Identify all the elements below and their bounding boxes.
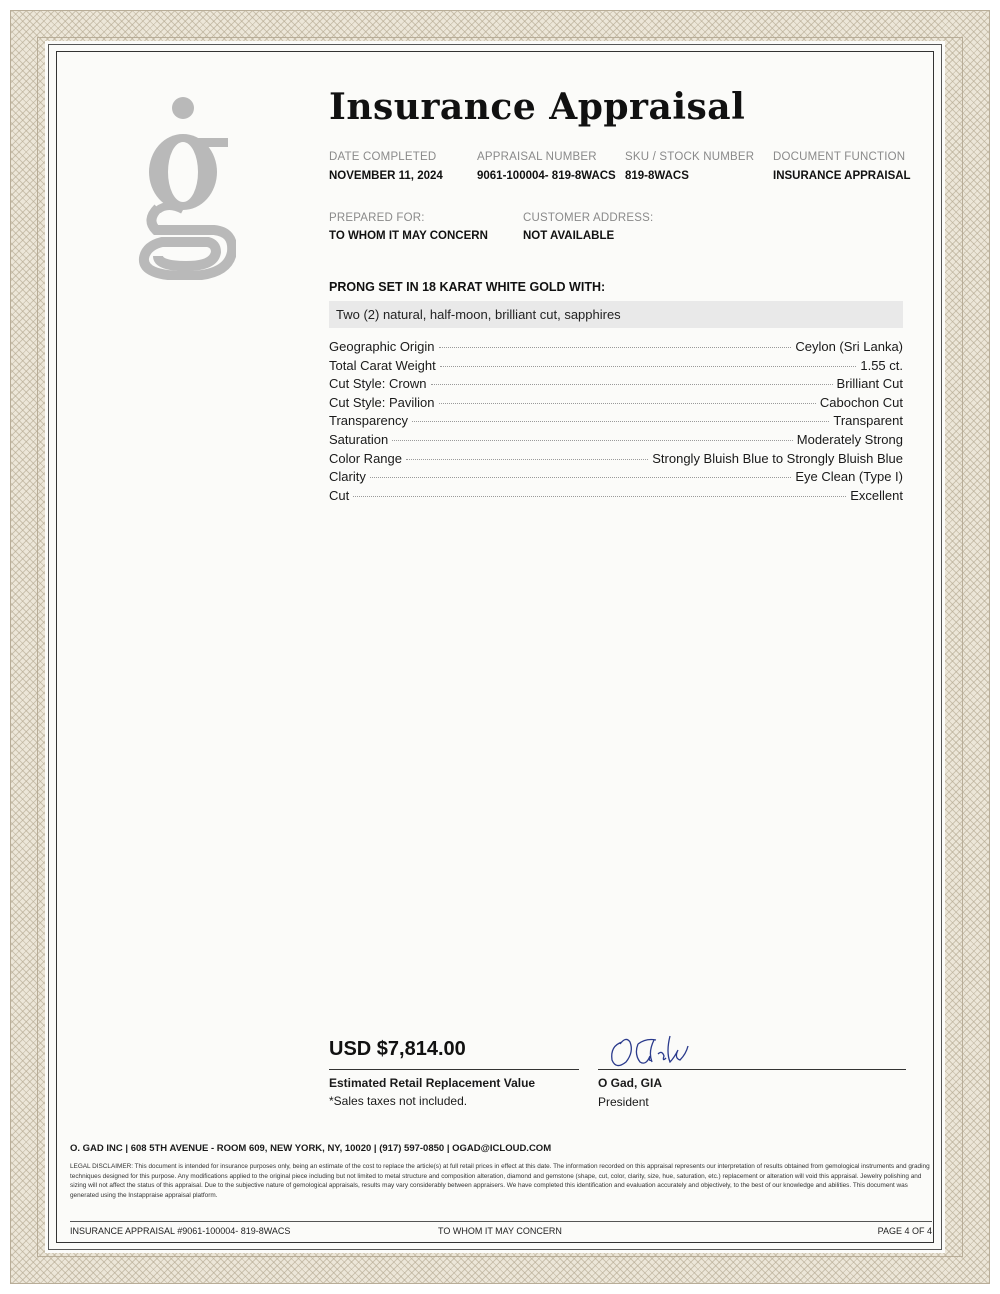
signature-line [598,1069,906,1070]
spec-value: Excellent [850,487,903,503]
spec-label: Clarity [329,469,366,485]
footer-recipient: TO WHOM IT MAY CONCERN [438,1226,562,1236]
date-completed-label: DATE COMPLETED [329,151,437,163]
spec-row-saturation [329,432,903,451]
dot-leader [370,477,792,478]
spec-row-color-range [329,451,903,470]
date-completed-value: NOVEMBER 11, 2024 [329,170,443,182]
sku-value: 819-8WACS [625,170,689,182]
spec-value: Transparent [833,413,903,429]
g-logo-icon [136,80,236,280]
spec-label: Geographic Origin [329,339,435,354]
legal-disclaimer: LEGAL DISCLAIMER: This document is intended for insurance purposes only, being an estimate of the cost to replace the article(s) at full retail prices in effect at this date. The information recorded on this appraisal represents our interpretation of results obtained from gemological instruments and grading techniques designed for this purpose. Any modifications applied to the original piece including but not limited to metal structure and composition alteration, diamond and gemstone (shape, cut, color, clarity, size, hue, saturation, etc.) replacement or alteration will void this appraisal. Jewelry polishing and sizing will not affect the status of this appraisal. Due to the subjective nature of gemological appraisals, results may vary considerably between appraisers. We have completed this identification and evaluation accurately and objectively, to the best of our knowledge and abilities. This document was generated using the Instappraise appraisal platform. [70,1163,930,1199]
spec-value: Cabochon Cut [819,394,903,410]
specs-list [329,339,903,506]
appraisal-number-value: 9061-100004- 819-8WACS [477,170,616,182]
sales-tax-note: *Sales taxes not included. [329,1094,468,1108]
footer-page-number: PAGE 4 OF 4 [877,1226,932,1236]
company-contact-line: O. GAD INC | 608 5TH AVENUE - ROOM 609, NEW YORK, NY, 10020 | (917) 597-0850 | OGAD@ICLOUD.COM [70,1143,552,1154]
dot-leader [412,421,829,422]
spec-value: Moderately Strong [796,431,903,447]
spec-label: Saturation [329,431,389,447]
item-description: Two (2) natural, half-moon, brilliant cut, sapphires [329,301,903,328]
dot-leader [392,440,793,441]
spec-row-cut-style-crown [329,376,903,395]
spec-row-clarity [329,469,903,488]
replacement-value-label: Estimated Retail Replacement Value [329,1076,536,1090]
spec-value: 1.55 ct. [860,357,903,373]
document-function-label: DOCUMENT FUNCTION [773,151,906,163]
footer-divider [70,1221,932,1222]
spec-row-cut [329,488,903,507]
spec-value: Ceylon (Sri Lanka) [795,339,903,354]
signer-name: O Gad, GIA [598,1076,663,1090]
spec-row-total-carat-weight [329,358,903,377]
spec-label: Total Carat Weight [329,357,436,373]
customer-address-value: NOT AVAILABLE [523,230,615,242]
signature-image [608,1032,698,1072]
replacement-value-amount: USD $7,814.00 [329,1038,466,1060]
spec-label: Transparency [329,413,408,429]
spec-row-cut-style-pavilion [329,395,903,414]
dot-leader [431,384,833,385]
spec-label: Cut Style: Crown [329,376,427,392]
spec-row-transparency [329,413,903,432]
spec-label: Cut [329,487,350,503]
spec-label: Color Range [329,450,402,466]
dot-leader [440,366,857,367]
document-title: Insurance Appraisal [329,86,746,128]
spec-label: Cut Style: Pavilion [329,394,435,410]
value-underline [329,1069,579,1070]
dot-leader [406,459,648,460]
footer-appraisal-ref: INSURANCE APPRAISAL #9061-100004- 819-8WACS [70,1226,291,1236]
dot-leader [353,496,846,497]
spec-value: Strongly Bluish Blue to Strongly Bluish Blue [652,450,903,466]
signer-title: President [598,1095,649,1109]
customer-address-label: CUSTOMER ADDRESS: [523,212,654,224]
appraisal-number-label: APPRAISAL NUMBER [477,151,597,163]
document-function-value: INSURANCE APPRAISAL [773,170,911,182]
spec-value: Brilliant Cut [836,376,903,392]
setting-section-title: PRONG SET IN 18 KARAT WHITE GOLD WITH: [329,280,606,294]
dot-leader [439,347,792,348]
prepared-for-label: PREPARED FOR: [329,212,425,224]
spec-value: Eye Clean (Type I) [795,469,903,485]
spec-row-geographic-origin [329,339,903,358]
sku-label: SKU / STOCK NUMBER [625,151,755,163]
dot-leader [439,403,816,404]
prepared-for-value: TO WHOM IT MAY CONCERN [329,230,488,242]
